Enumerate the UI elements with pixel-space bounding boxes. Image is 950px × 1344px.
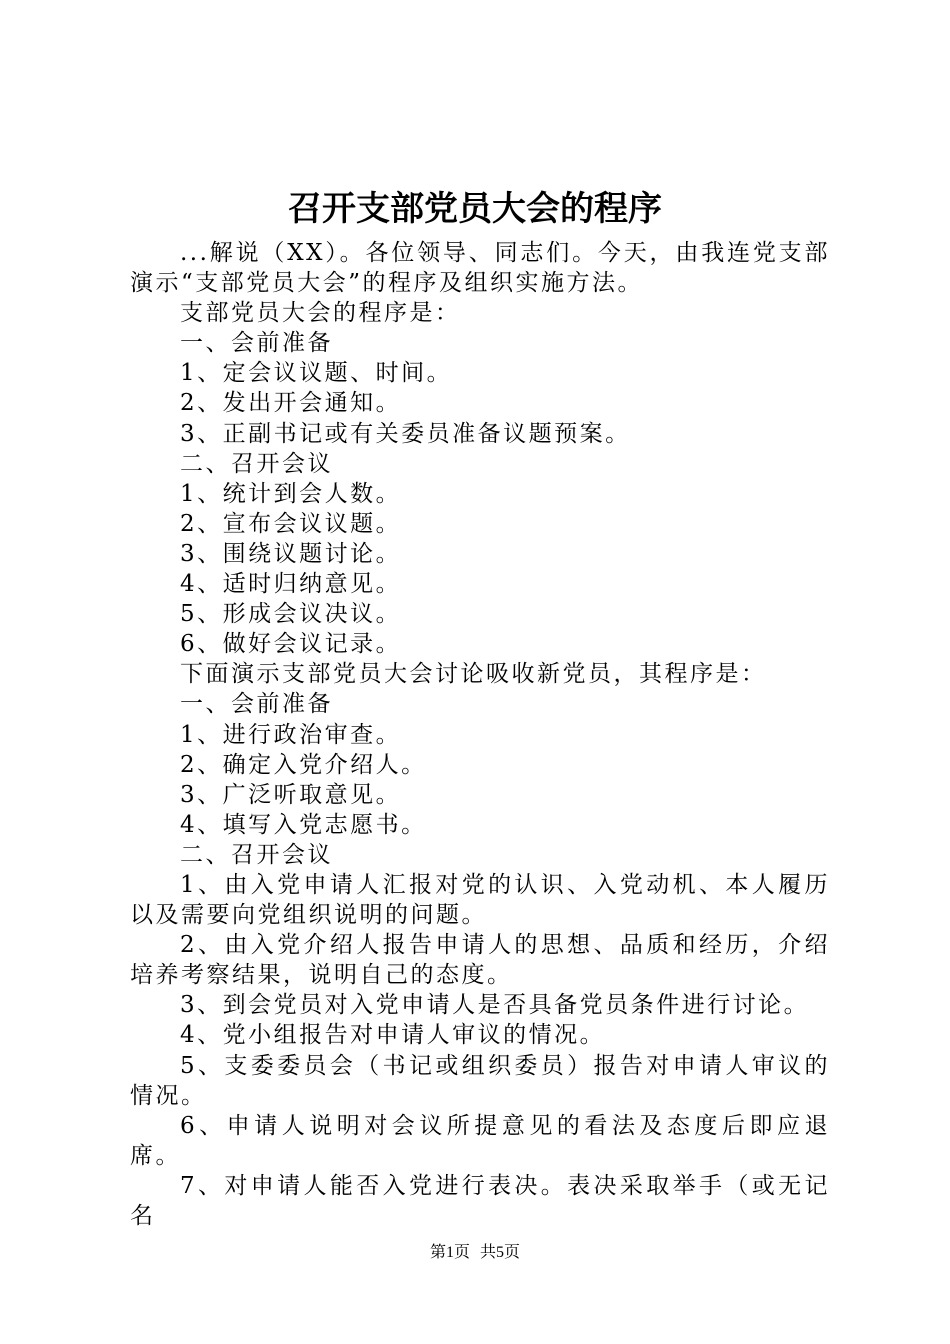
list-item: 5、支委委员会（书记或组织委员）报告对申请人审议的情况。	[130, 1052, 830, 1109]
page-footer: 第1页 共5页	[429, 1244, 520, 1261]
list-item: 6、做好会议记录。	[180, 631, 402, 658]
list-item: 1、由入党申请人汇报对党的认识、入党动机、本人履历以及需要向党组织说明的问题。	[130, 871, 830, 929]
document-body	[130, 238, 830, 1231]
paragraph: 下面演示支部党员大会讨论吸收新党员，其程序是：	[180, 661, 767, 688]
list-item: 7、对申请人能否入党进行表决。表决采取举手（或无记名	[130, 1172, 830, 1229]
section-heading: 一、会前准备	[180, 330, 333, 357]
paragraph: 支部党员大会的程序是：	[180, 300, 461, 327]
list-item: 3、正副书记或有关委员准备议题预案。	[180, 420, 631, 447]
list-item: 1、定会议议题、时间。	[180, 360, 453, 387]
list-item: 4、填写入党志愿书。	[180, 811, 427, 838]
list-item: 1、统计到会人数。	[180, 480, 402, 507]
list-item: 4、党小组报告对申请人审议的情况。	[180, 1022, 606, 1049]
list-item: 1、进行政治审查。	[180, 721, 402, 748]
list-item: 2、宣布会议议题。	[180, 510, 402, 537]
paragraph: ...解说（XX）。各位领导、同志们。今天，由我连党支部演示“支部党员大会”的程序及组织实施方法。	[130, 240, 830, 297]
list-item: 2、由入党介绍人报告申请人的思想、品质和经历，介绍培养考察结果，说明自己的态度。	[130, 932, 830, 989]
list-item: 2、确定入党介绍人。	[180, 751, 427, 778]
document-title: 召开支部党员大会的程序	[288, 189, 662, 229]
list-item: 3、到会党员对入党申请人是否具备党员条件进行讨论。	[180, 992, 810, 1019]
section-heading: 二、召开会议	[180, 450, 333, 477]
list-item: 4、适时归纳意见。	[180, 571, 402, 598]
list-item: 6、申请人说明对会议所提意见的看法及态度后即应退席。	[130, 1112, 830, 1169]
list-item: 3、围绕议题讨论。	[180, 540, 402, 567]
list-item: 5、形成会议决议。	[180, 601, 402, 628]
list-item: 2、发出开会通知。	[180, 390, 402, 417]
section-heading: 二、召开会议	[180, 841, 333, 868]
list-item: 3、广泛听取意见。	[180, 781, 402, 808]
section-heading: 一、会前准备	[180, 691, 333, 718]
